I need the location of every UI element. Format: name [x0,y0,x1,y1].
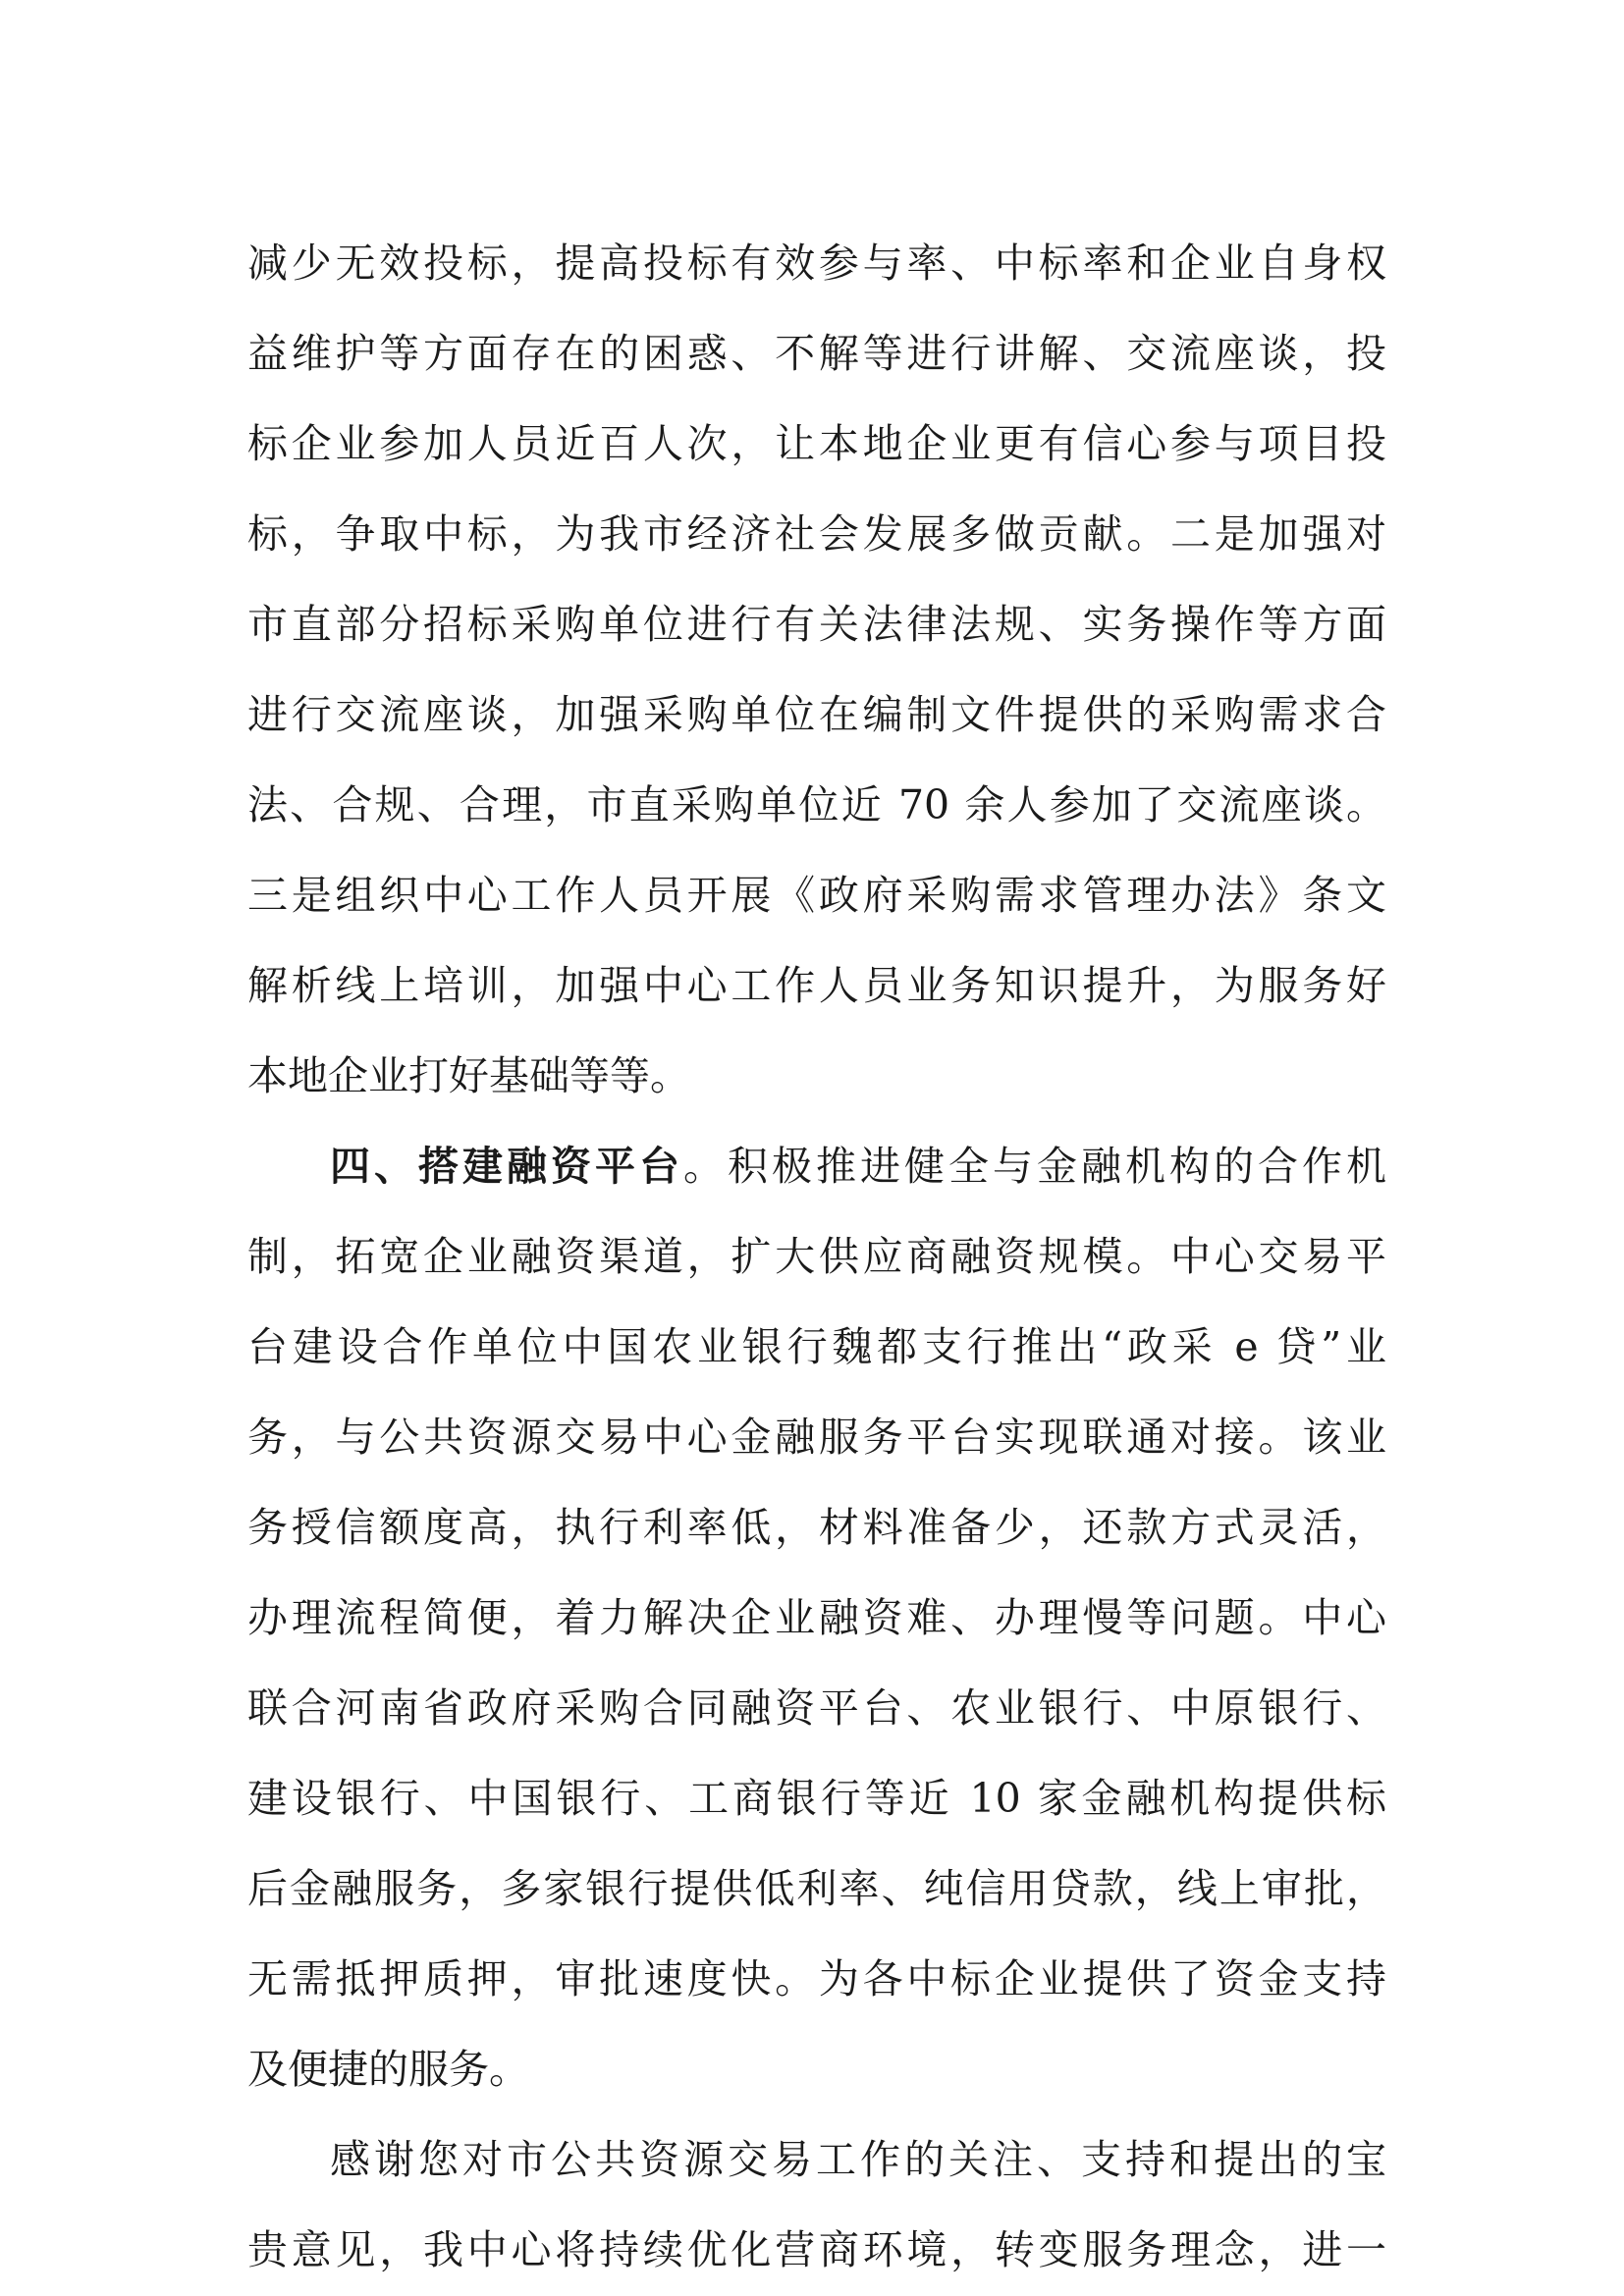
paragraph-training [247,218,1386,1121]
text-line: 无需抵押质押，审批速度快。为各中标企业提供了资金支持 [247,1955,1386,2002]
text-line: 感谢您对市公共资源交易工作的关注、支持和提出的宝 [330,2136,1386,2183]
section-heading: 四、搭建融资平台 [330,1143,683,1190]
text-line: 制，拓宽企业融资渠道，扩大供应商融资规模。中心交易平 [247,1233,1386,1280]
text-line: 办理流程简便，着力解决企业融资难、办理慢等问题。中心 [247,1594,1386,1641]
text-line: 建设银行、中国银行、工商银行等近 10 家金融机构提供标 [247,1775,1386,1822]
text-line: 务，与公共资源交易中心金融服务平台实现联通对接。该业 [247,1414,1386,1461]
text-line: 本地企业打好基础等等。 [247,1052,690,1099]
paragraph-financing-platform [247,1121,1386,2114]
text-line-first [247,1121,1386,1211]
text-line: 标企业参加人员近百人次，让本地企业更有信心参与项目投 [247,420,1386,467]
text-line: 进行交流座谈，加强采购单位在编制文件提供的采购需求合 [247,691,1386,738]
text-line: 市直部分招标采购单位进行有关法律法规、实务操作等方面 [247,601,1386,648]
text-line: 务授信额度高，执行利率低，材料准备少，还款方式灵活， [247,1504,1386,1551]
text-line: 法、合规、合理，市直采购单位近 70 余人参加了交流座谈。 [247,781,1386,828]
text-run: 。积极推进健全与金融机构的合作机 [683,1143,1386,1190]
text-line: 减少无效投标，提高投标有效参与率、中标率和企业自身权 [247,240,1386,287]
text-line: 标，争取中标，为我市经济社会发展多做贡献。二是加强对 [247,510,1386,558]
text-line: 解析线上培训，加强中心工作人员业务知识提升，为服务好 [247,962,1386,1009]
text-line: 及便捷的服务。 [247,2046,529,2093]
paragraph-closing [247,2114,1386,2295]
text-line: 联合河南省政府采购合同融资平台、农业银行、中原银行、 [247,1684,1386,1732]
text-line: 后金融服务，多家银行提供低利率、纯信用贷款，线上审批， [247,1865,1386,1912]
text-line: 台建设合作单位中国农业银行魏都支行推出“政采 e 贷”业 [247,1323,1386,1370]
text-line: 三是组织中心工作人员开展《政府采购需求管理办法》条文 [247,872,1386,919]
text-line: 益维护等方面存在的困惑、不解等进行讲解、交流座谈，投 [247,330,1386,377]
text-line: 贵意见，我中心将持续优化营商环境，转变服务理念，进一 [247,2226,1386,2273]
document-page [247,218,1386,2295]
